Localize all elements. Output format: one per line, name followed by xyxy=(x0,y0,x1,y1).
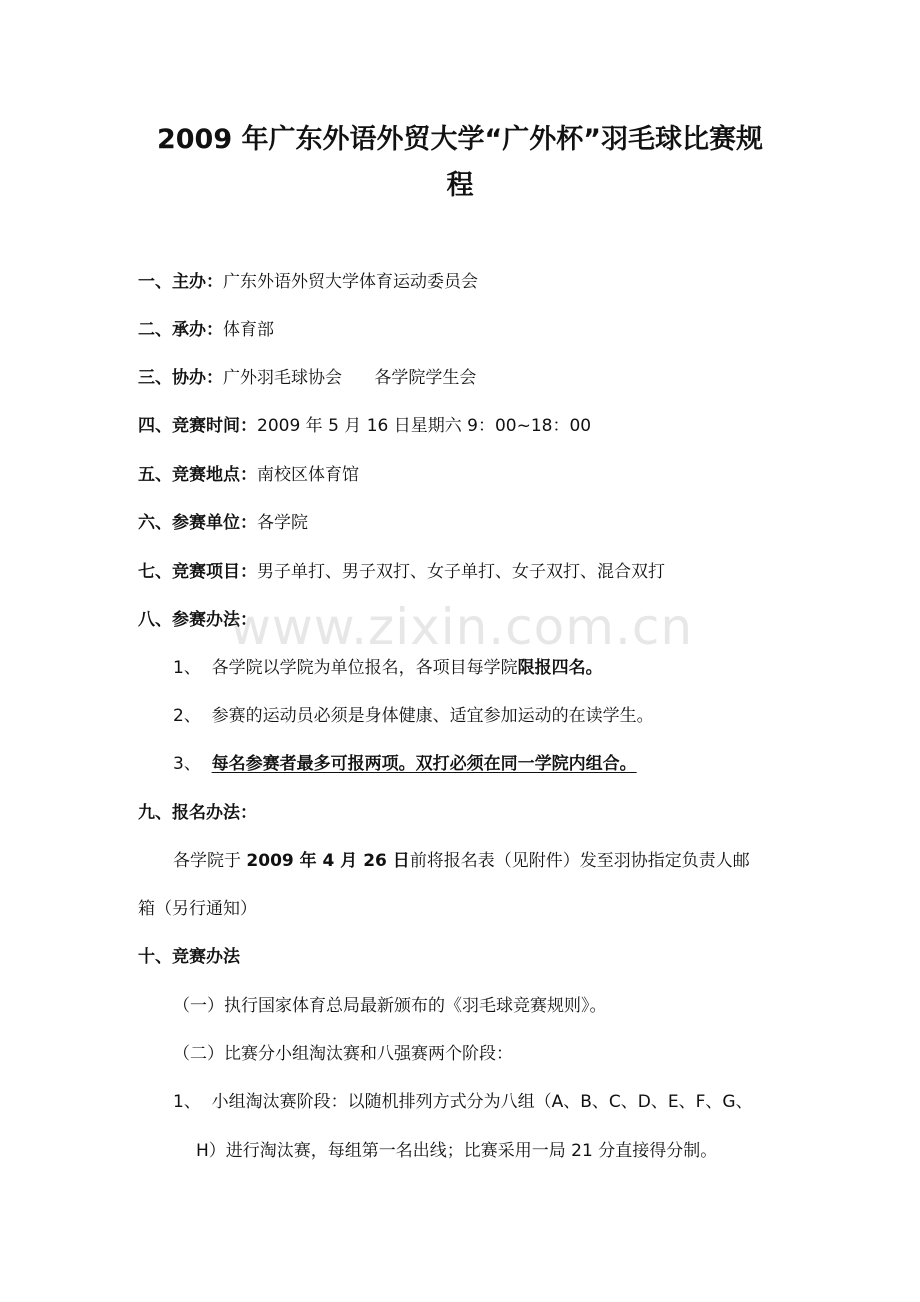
registration-deadline: 2009 年 4 月 26 日 xyxy=(246,851,410,871)
entry-rule-3-num: 3、 xyxy=(173,754,201,774)
section-time-value: 2009 年 5 月 16 日星期六 9：00~18：00 xyxy=(257,416,592,436)
section-participants xyxy=(138,511,308,535)
section-entry-rules-label: 八、参赛办法： xyxy=(138,610,257,630)
entry-rule-2 xyxy=(173,704,654,728)
section-registration-label: 九、报名办法： xyxy=(138,803,257,823)
entry-rule-1-text: 各学院以学院为单位报名，各项目每学院 xyxy=(211,658,518,678)
section-time xyxy=(138,414,591,438)
watermark: www.zixin.com.cn xyxy=(230,598,694,656)
entry-rule-3-text: 每名参赛者最多可报两项。双打必须在同一学院内组合。 xyxy=(211,754,637,774)
section-host-label: 二、承办： xyxy=(138,320,223,340)
section-co-organizer xyxy=(138,366,476,390)
section-co-organizer-label: 三、协办： xyxy=(138,368,223,388)
doc-title-line1: 2009 年广东外语外贸大学“广外杯”羽毛球比赛规 xyxy=(156,124,764,155)
entry-rule-3 xyxy=(173,752,637,776)
section-events-label: 七、竞赛项目： xyxy=(138,562,257,582)
entry-rule-2-text: 参赛的运动员必须是身体健康、适宜参加运动的在读学生。 xyxy=(211,706,654,726)
entry-rule-1 xyxy=(173,656,603,680)
competition-stage-1-line2: H）进行淘汰赛，每组第一名出线；比赛采用一局 21 分直接得分制。 xyxy=(196,1141,718,1161)
section-organizer-value: 广东外语外贸大学体育运动委员会 xyxy=(223,272,478,292)
registration-post: 前将报名表（见附件）发至羽协指定负责人邮 xyxy=(409,851,750,871)
entry-rule-2-num: 2、 xyxy=(173,706,201,726)
competition-stage-1-num: 1、 xyxy=(173,1092,201,1112)
section-venue xyxy=(138,463,359,487)
entry-rule-1-num: 1、 xyxy=(173,658,201,678)
entry-rule-1-bold: 限报四名。 xyxy=(517,658,603,678)
section-participants-label: 六、参赛单位： xyxy=(138,513,257,533)
competition-rule-sub2: （二）比赛分小组淘汰赛和八强赛两个阶段： xyxy=(173,1044,513,1064)
registration-paragraph xyxy=(173,849,750,873)
registration-paragraph-line2: 箱（另行通知） xyxy=(138,899,257,919)
section-organizer xyxy=(138,270,478,294)
competition-rule-sub1: （一）执行国家体育总局最新颁布的《羽毛球竞赛规则》。 xyxy=(173,996,607,1016)
section-events-value: 男子单打、男子双打、女子单打、女子双打、混合双打 xyxy=(257,562,665,582)
competition-stage-1-line1: 小组淘汰赛阶段：以随机排列方式分为八组（A、B、C、D、E、F、G、 xyxy=(211,1092,753,1112)
doc-title-line2: 程 xyxy=(446,170,474,201)
registration-pre: 各学院于 xyxy=(173,851,247,871)
section-entry-rules xyxy=(138,608,257,632)
section-events xyxy=(138,560,665,584)
section-organizer-label: 一、主办： xyxy=(138,272,223,292)
section-participants-value: 各学院 xyxy=(257,513,308,533)
section-competition-rules xyxy=(138,945,240,969)
section-venue-value: 南校区体育馆 xyxy=(257,465,359,485)
section-competition-rules-label: 十、竞赛办法 xyxy=(138,947,240,967)
section-registration xyxy=(138,801,257,825)
section-time-label: 四、竞赛时间： xyxy=(138,416,257,436)
section-co-organizer-value: 广外羽毛球协会 各学院学生会 xyxy=(223,368,477,388)
section-host-value: 体育部 xyxy=(223,320,274,340)
section-venue-label: 五、竞赛地点： xyxy=(138,465,257,485)
section-host xyxy=(138,318,274,342)
competition-stage-1 xyxy=(173,1090,753,1114)
